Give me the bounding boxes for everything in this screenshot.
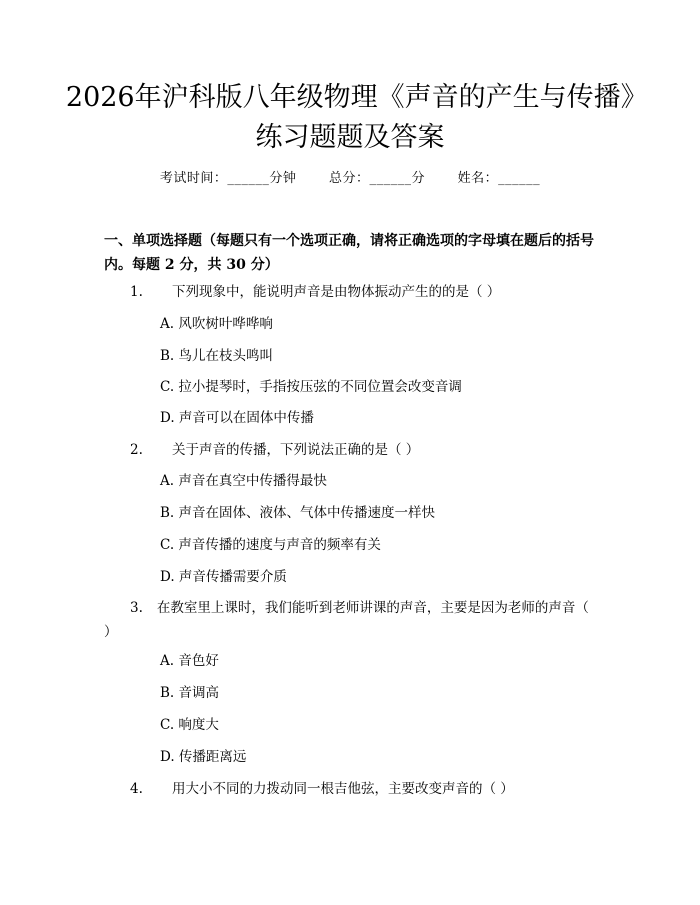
question-3	[104, 596, 592, 644]
option-1b: B. 鸟儿在枝头鸣叫	[160, 348, 274, 364]
option-3a: A. 音色好	[160, 653, 219, 669]
exam-score-field: 总分：______分	[328, 171, 425, 186]
option-2c: C. 声音传播的速度与声音的频率有关	[160, 537, 381, 553]
exam-meta	[0, 167, 700, 186]
option-2b: B. 声音在固体、液体、气体中传播速度一样快	[160, 505, 436, 521]
question-4	[104, 777, 604, 801]
option-3c: C. 响度大	[160, 717, 219, 733]
option-1d: D. 声音可以在固体中传播	[160, 410, 314, 426]
question-number: 3.	[130, 600, 143, 616]
option-3b: B. 音调高	[160, 685, 220, 701]
page-title: 2026年沪科版八年级物理《声音的产生与传播》练习题题及答案	[65, 82, 635, 153]
option-2d: D. 声音传播需要介质	[160, 569, 287, 585]
question-number: 1.	[130, 284, 143, 300]
question-number: 2.	[130, 442, 143, 458]
option-2a: A. 声音在真空中传播得最快	[160, 473, 327, 489]
option-1a: A. 风吹树叶哗哗响	[160, 316, 273, 332]
question-2	[104, 438, 604, 462]
option-1c: C. 拉小提琴时，手指按压弦的不同位置会改变音调	[160, 379, 462, 395]
exam-name-field: 姓名：______	[457, 171, 541, 186]
question-1	[104, 280, 604, 304]
option-3d: D. 传播距离远	[160, 749, 247, 765]
question-text: 关于声音的传播，下列说法正确的是（ ）	[172, 442, 420, 458]
section-heading: 一、单项选择题（每题只有一个选项正确，请将正确选项的字母填在题后的括号内。每题 2 分，共 30 分）	[104, 233, 594, 273]
question-text: 用大小不同的力拨动同一根吉他弦，主要改变声音的（ ）	[172, 781, 514, 797]
question-text: 下列现象中，能说明声音是由物体振动产生的的是（ ）	[172, 284, 501, 300]
question-text: 在教室里上课时，我们能听到老师讲课的声音，主要是因为老师的声音（ ）	[104, 600, 589, 640]
exam-time-field: 考试时间：______分钟	[159, 171, 297, 186]
question-number: 4.	[130, 781, 143, 797]
